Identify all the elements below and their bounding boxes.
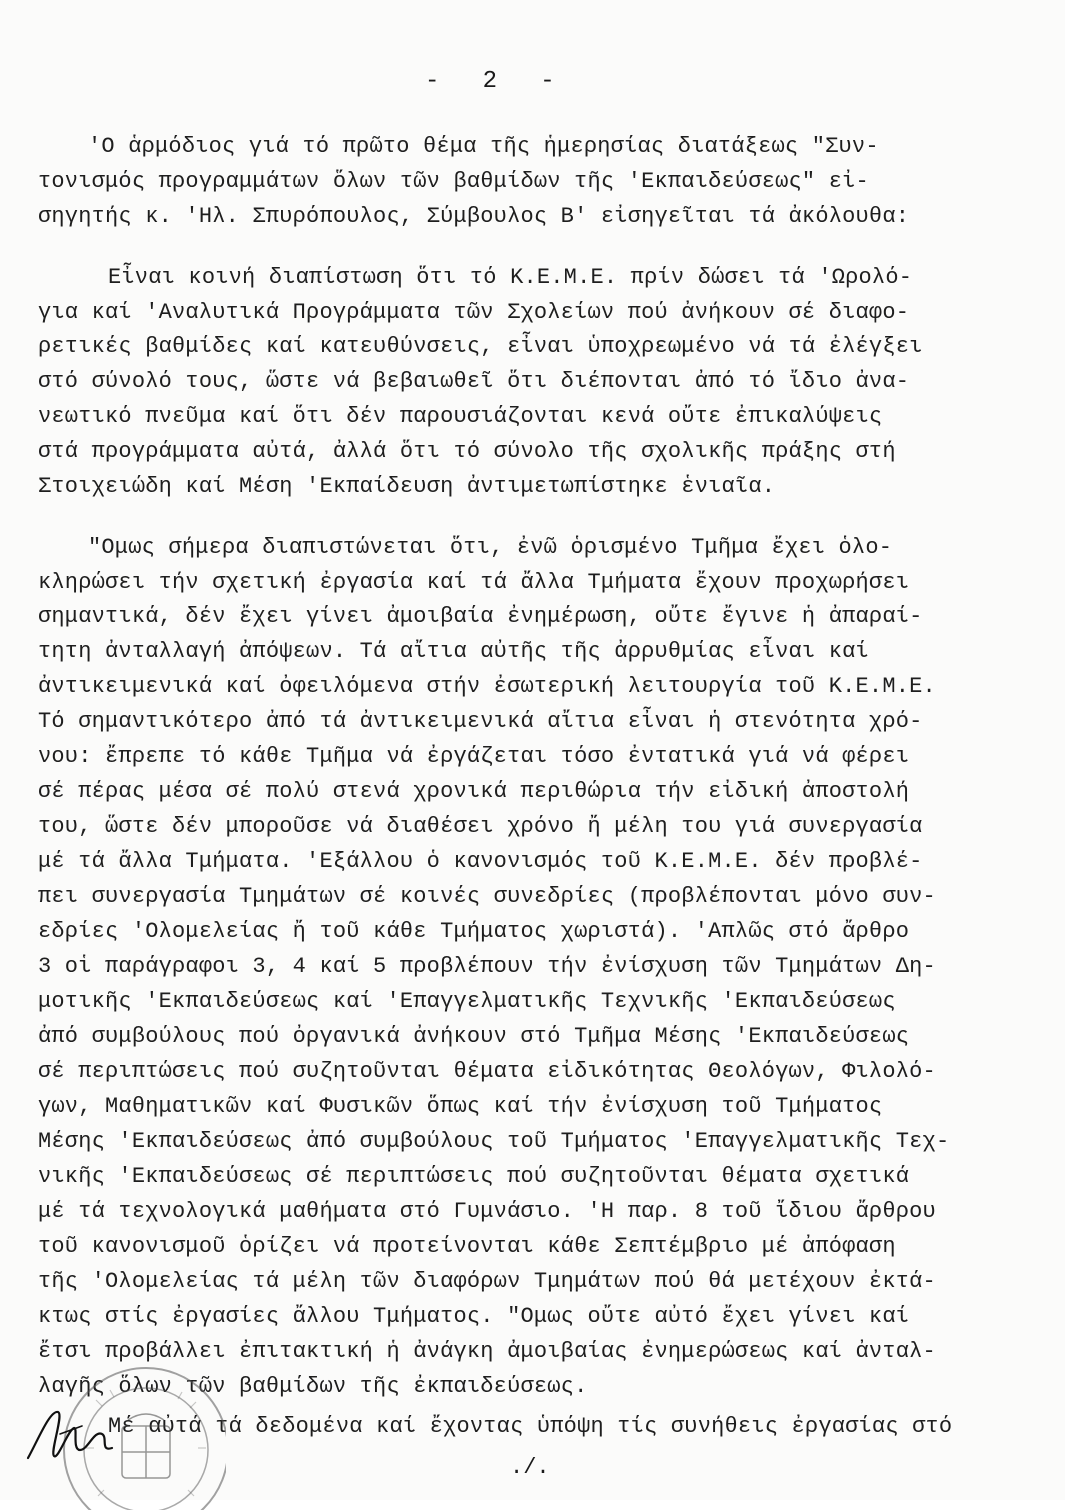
- text-line: πει συνεργασία Τμημάτων σέ κοινές συνεδρίες (προβλέπονται μόνο συν-: [38, 884, 936, 909]
- text-line: μέ τά τεχνολογικά μαθήματα στό Γυμνάσιο. 'Η παρ. 8 τοῦ ἴδιου ἄρθρου: [38, 1199, 936, 1224]
- text-line: Εἶναι κοινή διαπίστωση ὅτι τό Κ.Ε.Μ.Ε. πρίν δώσει τά 'Ωρολό-: [108, 265, 913, 290]
- text-line: σέ περιπτώσεις πού συζητοῦνται θέματα εἰδικότητας Θεολόγων, Φιλολό-: [38, 1059, 936, 1084]
- text-line: νικῆς 'Εκπαιδεύσεως σέ περιπτώσεις πού συζητοῦνται θέματα σχετικά: [38, 1164, 910, 1189]
- text-line: ἀντικειμενικά καί ὀφειλόμενα στήν ἐσωτερική λειτουργία τοῦ Κ.Ε.Μ.Ε.: [38, 674, 936, 699]
- text-line: ἔτσι προβάλλει ἐπιτακτική ἡ ἀνάγκη ἀμοιβαίας ἐνημερώσεως καί ἀνταλ-: [38, 1339, 936, 1364]
- text-line: 'Ο ἁρμόδιος γιά τό πρῶτο θέμα τῆς ἡμερησίας διατάξεως "Συν-: [88, 134, 879, 159]
- text-line: στά προγράμματα αὐτά, ἀλλά ὅτι τό σύνολο τῆς σχολικῆς πράξης στή: [38, 439, 896, 464]
- text-line: κληρώσει τήν σχετική ἐργασία καί τά ἄλλα Τμήματα ἔχουν προχωρήσει: [38, 570, 910, 595]
- text-line: νου: ἔπρεπε τό κάθε Τμῆμα νά ἐργάζεται τόσο ἐντατικά γιά νά φέρει: [38, 744, 910, 769]
- text-line: ἀπό συμβούλους πού ὀργανικά ἀνήκουν στό Τμῆμα Μέσης 'Εκπαιδεύσεως: [38, 1024, 910, 1049]
- text-line: σέ πέρας μέσα σέ πολύ στενά χρονικά περιθώρια τήν εἰδική ἀποστολή: [38, 779, 910, 804]
- continuation-mark: ./.: [510, 1455, 550, 1480]
- text-line: γων, Μαθηματικῶν καί Φυσικῶν ὅπως καί τήν ἐνίσχυση τοῦ Τμήματος: [38, 1094, 883, 1119]
- text-line: τονισμός προγραμμάτων ὅλων τῶν βαθμίδων τῆς 'Εκπαιδεύσεως" εἰ-: [38, 169, 869, 194]
- text-line: σημαντικά, δέν ἔχει γίνει ἀμοιβαία ἐνημέρωση, οὔτε ἔγινε ἡ ἀπαραί-: [38, 604, 923, 629]
- text-line: τητη ἀνταλλαγή ἀπόψεων. Τά αἴτια αὐτῆς τῆς ἀρρυθμίας εἶναι καί: [38, 639, 869, 664]
- text-line: λαγῆς ὅλων τῶν βαθμίδων τῆς ἐκπαιδεύσεως.: [38, 1374, 588, 1399]
- page-number: - 2 -: [425, 68, 555, 95]
- text-line: μοτικῆς 'Εκπαιδεύσεως καί 'Επαγγελματικῆς Τεχνικῆς 'Εκπαιδεύσεως: [38, 989, 896, 1014]
- text-line: Μέ αὐτά τά δεδομένα καί ἔχοντας ὑπόψη τίς συνήθεις ἐργασίας στό: [108, 1414, 953, 1439]
- text-line: για καί 'Αναλυτικά Προγράμματα τῶν Σχολείων πού ἀνήκουν σέ διαφο-: [38, 300, 910, 325]
- text-line: "Ομως σήμερα διαπιστώνεται ὅτι, ἐνῶ ὁρισμένο Τμῆμα ἔχει ὁλο-: [88, 535, 893, 560]
- handwritten-signature-icon: [20, 1400, 130, 1470]
- text-line: 3 οἱ παράγραφοι 3, 4 καί 5 προβλέπουν τήν ἐνίσχυση τῶν Τμημάτων Δη-: [38, 954, 936, 979]
- text-line: τῆς 'Ολομελείας τά μέλη τῶν διαφόρων Τμημάτων πού θά μετέχουν ἐκτά-: [38, 1269, 936, 1294]
- text-line: ρετικές βαθμίδες καί κατευθύνσεις, εἶναι ὑποχρεωμένο νά τά ἐλέγξει: [38, 334, 923, 359]
- text-line: του, ὥστε δέν μποροῦσε νά διαθέσει χρόνο ἤ μέλη του γιά συνεργασία: [38, 814, 923, 839]
- text-line: Τό σημαντικότερο ἀπό τά ἀντικειμενικά αἴτια εἶναι ἡ στενότητα χρό-: [38, 709, 923, 734]
- text-line: Στοιχειώδη καί Μέση 'Εκπαίδευση ἀντιμετωπίστηκε ἑνιαῖα.: [38, 474, 776, 499]
- text-line: κτως στίς ἐργασίες ἄλλου Τμήματος. "Ομως οὔτε αὐτό ἔχει γίνει καί: [38, 1304, 910, 1329]
- text-line: εδρίες 'Ολομελείας ἤ τοῦ κάθε Τμήματος χωριστά). 'Απλῶς στό ἄρθρο: [38, 919, 910, 944]
- text-line: Μέσης 'Εκπαιδεύσεως ἀπό συμβούλους τοῦ Τμήματος 'Επαγγελματικῆς Τεχ-: [38, 1129, 950, 1154]
- text-line: μέ τά ἄλλα Τμήματα. 'Εξάλλου ὁ κανονισμός τοῦ Κ.Ε.Μ.Ε. δέν προβλέ-: [38, 849, 923, 874]
- text-line: νεωτικό πνεῦμα καί ὅτι δέν παρουσιάζονται κενά οὔτε ἐπικαλύψεις: [38, 404, 883, 429]
- text-line: τοῦ κανονισμοῦ ὁρίζει νά προτείνονται κάθε Σεπτέμβριο μέ ἀπόφαση: [38, 1234, 896, 1259]
- text-line: στό σύνολό τους, ὥστε νά βεβαιωθεῖ ὅτι διέπονται ἀπό τό ἴδιο ἀνα-: [38, 369, 910, 394]
- text-line: σηγητής κ. 'Ηλ. Σπυρόπουλος, Σύμβουλος Β' εἰσηγεῖται τά ἀκόλουθα:: [38, 204, 910, 229]
